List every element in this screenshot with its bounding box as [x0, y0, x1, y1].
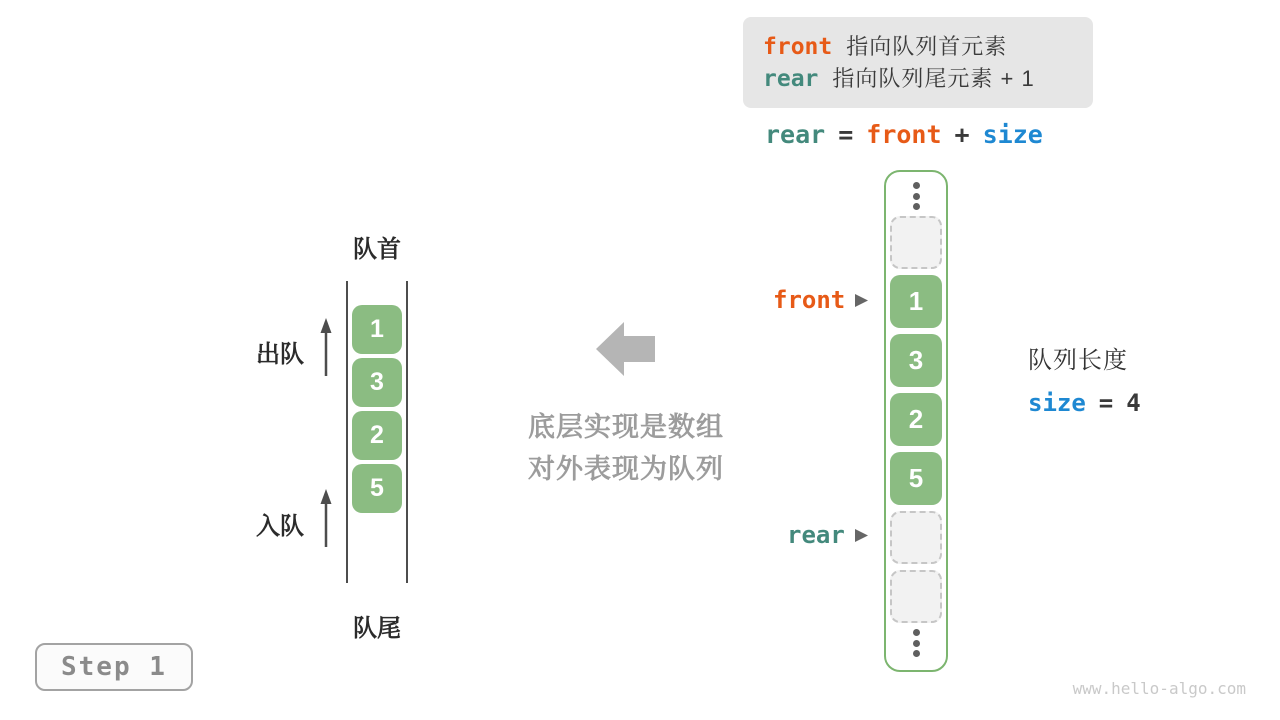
queue-cell: 2	[352, 411, 402, 460]
legend-line-front	[763, 31, 1073, 63]
array-cell-value: 3	[890, 334, 942, 387]
queue-cell: 1	[352, 305, 402, 354]
formula-rear: rear	[765, 120, 826, 149]
enqueue-label: 入队	[256, 513, 304, 540]
front-pointer-label: front	[773, 286, 846, 314]
queue-wall-left	[346, 281, 348, 583]
size-title: 队列长度	[1028, 347, 1128, 374]
caption-line-2: 对外表现为队列	[528, 454, 724, 484]
formula-front: front	[866, 120, 942, 149]
formula-equals: =	[838, 120, 854, 149]
formula-plus: +	[954, 120, 970, 149]
size-info	[1028, 340, 1141, 417]
middle-caption	[506, 406, 746, 490]
array-container	[884, 170, 948, 672]
legend-line-rear	[763, 63, 1073, 95]
formula	[765, 120, 1043, 149]
rear-description: 指向队列尾元素 + 1	[832, 65, 1035, 91]
queue-cell: 3	[352, 358, 402, 407]
front-description: 指向队列首元素	[846, 33, 1008, 59]
ellipsis-top-icon	[913, 182, 920, 210]
array-cell-value: 2	[890, 393, 942, 446]
watermark: www.hello-algo.com	[1072, 679, 1246, 698]
array-cell-value: 5	[890, 452, 942, 505]
front-pointer	[773, 286, 868, 314]
ellipsis-bottom-icon	[913, 629, 920, 657]
dequeue-arrow-icon	[318, 318, 334, 378]
pointer-arrow-icon	[855, 529, 868, 542]
rear-pointer	[787, 521, 868, 549]
rear-keyword: rear	[763, 65, 819, 92]
pointer-arrow-icon	[855, 294, 868, 307]
step-badge: Step 1	[35, 643, 193, 691]
formula-size: size	[982, 120, 1043, 149]
array-cell-value: 1	[890, 275, 942, 328]
size-keyword: size	[1028, 389, 1086, 417]
left-arrow-icon	[596, 321, 656, 378]
queue-wall-right	[406, 281, 408, 583]
array-cell-empty	[890, 511, 942, 564]
caption-line-1: 底层实现是数组	[528, 412, 724, 442]
front-keyword: front	[763, 33, 833, 60]
queue-cells	[352, 305, 402, 513]
enqueue-arrow-icon	[318, 489, 334, 549]
array-cell-empty	[890, 570, 942, 623]
dequeue-label: 出队	[256, 341, 304, 368]
size-line	[1028, 389, 1141, 417]
size-value: 4	[1126, 389, 1141, 417]
queue-cell: 5	[352, 464, 402, 513]
size-equals: =	[1098, 389, 1114, 417]
rear-pointer-label: rear	[787, 521, 845, 549]
queue-rear-label: 队尾	[353, 615, 401, 642]
queue-front-label: 队首	[353, 236, 401, 263]
legend-box	[743, 17, 1093, 108]
array-cell-empty	[890, 216, 942, 269]
